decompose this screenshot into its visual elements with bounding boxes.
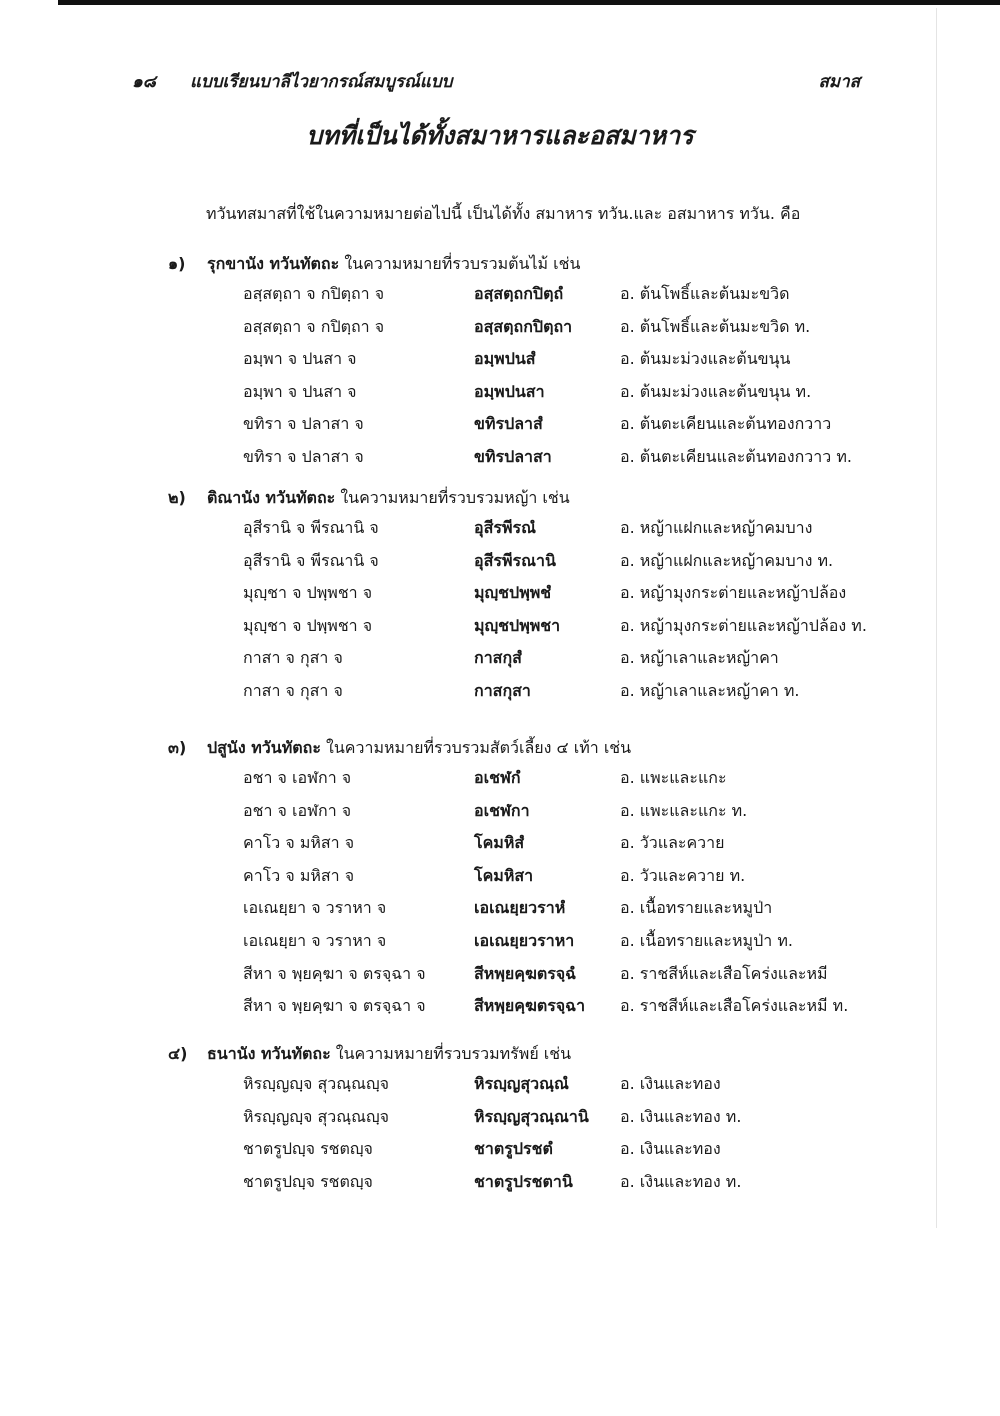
example-list <box>0 516 1000 712</box>
source-words: อุสีรานิ จ พีรณานิ จ <box>243 550 379 570</box>
page-number: ๑๘ <box>132 72 156 92</box>
meaning-text: อ. ต้นตะเคียนและต้นทองกวาว <box>620 414 832 434</box>
source-words: หิรญฺญญฺจ สุวณฺณญฺจ <box>243 1074 389 1093</box>
compound-word: ขทิรปลาสา <box>474 446 552 466</box>
example-row <box>0 380 1000 413</box>
section-description: ในความหมายที่รวบรวมหญ้า เช่น <box>340 488 570 507</box>
page-title: บทที่เป็นได้ทั้งสมาหารและอสมาหาร <box>306 121 694 150</box>
meaning-text: อ. วัวและควาย <box>620 833 725 853</box>
source-words: ขทิรา จ ปลาสา จ <box>243 446 364 466</box>
example-row <box>0 445 1000 478</box>
example-list <box>0 282 1000 478</box>
compound-word: ชาตรูปรชตํ <box>474 1139 553 1159</box>
section-description: ในความหมายที่รวบรวมต้นไม้ เช่น <box>344 254 581 273</box>
example-row <box>0 412 1000 445</box>
section-heading-text <box>207 736 631 761</box>
example-row <box>0 646 1000 679</box>
top-border-rule <box>58 0 1000 5</box>
source-words: หิรญฺญญฺจ สุวณฺณญฺจ <box>243 1106 389 1126</box>
meaning-text: อ. แพะและแกะ <box>620 768 727 787</box>
compound-word: โคมหิสํ <box>474 833 525 853</box>
meaning-text: อ. ราชสีห์และเสือโคร่งและหมี <box>620 963 828 983</box>
meaning-text: อ. ราชสีห์และเสือโคร่งและหมี ท. <box>620 996 849 1016</box>
compound-word: ขทิรปลาสํ <box>474 414 543 434</box>
compound-word: อมฺพปนสํ <box>474 349 536 369</box>
source-words: อมฺพา จ ปนสา จ <box>243 349 357 369</box>
example-row <box>0 831 1000 864</box>
source-words: กาสา จ กุสา จ <box>243 680 343 700</box>
example-row <box>0 549 1000 582</box>
compound-word: หิรญฺญสุวณฺณานิ <box>474 1106 589 1126</box>
section-name: ปสูนัง ทวันทัตถะ <box>207 738 321 757</box>
section-description: ในความหมายที่รวบรวมสัตว์เลี้ยง ๔ เท้า เช่น <box>326 738 632 757</box>
source-words: กาสา จ กุสา จ <box>243 648 343 668</box>
compound-word: อุสีรพีรณํ <box>474 518 536 537</box>
section-description: ในความหมายที่รวบรวมทรัพย์ เช่น <box>335 1044 572 1063</box>
example-row <box>0 679 1000 712</box>
meaning-text: อ. หญ้าเลาและหญ้าคา ท. <box>620 680 800 700</box>
meaning-text: อ. เนื้อทรายและหมูป่า ท. <box>620 930 793 950</box>
compound-word: เอเณยฺยวราหา <box>474 930 575 950</box>
section-number: ๑) <box>168 254 186 273</box>
section-title: สมาส <box>818 72 860 92</box>
source-words: คาโว จ มหิสา จ <box>243 865 355 885</box>
meaning-text: อ. ต้นตะเคียนและต้นทองกวาว ท. <box>620 446 852 466</box>
source-words: มุญฺชา จ ปพฺพชา จ <box>243 615 373 635</box>
source-words: อชา จ เอฬกา จ <box>243 768 352 787</box>
example-row <box>0 581 1000 614</box>
source-words: ชาตรูปญฺจ รชตญฺจ <box>243 1139 373 1159</box>
section-heading-text <box>207 486 570 511</box>
source-words: สีหา จ พฺยคฺฆา จ ตรจฺฉา จ <box>243 996 426 1016</box>
example-row <box>0 614 1000 647</box>
example-row <box>0 994 1000 1027</box>
meaning-text: อ. หญ้าแฝกและหญ้าคมบาง <box>620 518 813 537</box>
compound-word: โคมหิสา <box>474 865 534 885</box>
source-words: อมฺพา จ ปนสา จ <box>243 381 357 401</box>
meaning-text: อ. เงินและทอง ท. <box>620 1171 742 1191</box>
compound-word: กาสกุสํ <box>474 648 522 668</box>
example-row <box>0 1170 1000 1203</box>
source-words: คาโว จ มหิสา จ <box>243 833 355 853</box>
book-title: แบบเรียนบาลีไวยากรณ์สมบูรณ์แบบ <box>190 72 453 92</box>
compound-word: กาสกุสา <box>474 680 531 700</box>
compound-word: ชาตรูปรชตานิ <box>474 1171 573 1191</box>
source-words: อสฺสตฺถา จ กปิตฺถา จ <box>243 316 385 336</box>
meaning-text: อ. เงินและทอง <box>620 1074 721 1093</box>
section-number: ๓) <box>168 738 187 757</box>
compound-word: อุสีรพีรณานิ <box>474 550 556 570</box>
example-list <box>0 766 1000 1027</box>
source-words: เอเณยฺยา จ วราหา จ <box>243 930 387 950</box>
example-row <box>0 1105 1000 1138</box>
page-header <box>132 64 860 94</box>
example-row <box>0 962 1000 995</box>
meaning-text: อ. เงินและทอง ท. <box>620 1106 742 1126</box>
example-row <box>0 1072 1000 1105</box>
example-row <box>0 516 1000 549</box>
meaning-text: อ. หญ้ามุงกระต่ายและหญ้าปล้อง <box>620 583 847 603</box>
example-row <box>0 929 1000 962</box>
compound-word: อเชฬกา <box>474 800 530 820</box>
example-row <box>0 766 1000 799</box>
section-number: ๒) <box>168 488 186 507</box>
example-row <box>0 799 1000 832</box>
intro-paragraph: ทวันทสมาสที่ใช้ในความหมายต่อไปนี้ เป็นได้ทั้ง สมาหาร ทวัน.และ อสมาหาร ทวัน. คือ <box>206 204 801 223</box>
compound-word: อมฺพปนสา <box>474 381 545 401</box>
meaning-text: อ. หญ้าแฝกและหญ้าคมบาง ท. <box>620 550 834 570</box>
meaning-text: อ. เนื้อทรายและหมูป่า <box>620 898 773 918</box>
compound-word: มุญฺชปพฺพชา <box>474 615 561 635</box>
section-heading-text <box>207 1042 571 1067</box>
meaning-text: อ. หญ้าเลาและหญ้าคา <box>620 648 779 668</box>
meaning-text: อ. ต้นมะม่วงและต้นขนุน ท. <box>620 381 812 401</box>
example-row <box>0 347 1000 380</box>
source-words: อสฺสตฺถา จ กปิตฺถา จ <box>243 284 385 303</box>
compound-word: มุญฺชปพฺพชํ <box>474 583 552 603</box>
source-words: อุสีรานิ จ พีรณานิ จ <box>243 518 379 537</box>
example-row <box>0 282 1000 315</box>
meaning-text: อ. ต้นโพธิ์และต้นมะขวิด ท. <box>620 316 811 336</box>
example-list <box>0 1072 1000 1202</box>
source-words: ชาตรูปญฺจ รชตญฺจ <box>243 1171 373 1191</box>
meaning-text: อ. วัวและควาย ท. <box>620 865 746 885</box>
meaning-text: อ. ต้นโพธิ์และต้นมะขวิด <box>620 284 790 303</box>
example-row <box>0 896 1000 929</box>
meaning-text: อ. เงินและทอง <box>620 1139 721 1159</box>
example-row <box>0 315 1000 348</box>
section-number: ๔) <box>168 1044 188 1063</box>
example-row <box>0 864 1000 897</box>
compound-word: อสฺสตฺถกปิตฺถํ <box>474 284 564 303</box>
source-words: อชา จ เอฬกา จ <box>243 800 352 820</box>
compound-word: เอเณยฺยวราหํ <box>474 898 566 918</box>
meaning-text: อ. แพะและแกะ ท. <box>620 800 748 820</box>
meaning-text: อ. หญ้ามุงกระต่ายและหญ้าปล้อง ท. <box>620 615 867 635</box>
source-words: มุญฺชา จ ปพฺพชา จ <box>243 583 373 603</box>
section-name: ธนานัง ทวันทัตถะ <box>207 1044 331 1063</box>
section-name: ติณานัง ทวันทัตถะ <box>207 488 336 507</box>
meaning-text: อ. ต้นมะม่วงและต้นขนุน <box>620 349 791 369</box>
source-words: ขทิรา จ ปลาสา จ <box>243 414 364 434</box>
compound-word: หิรญฺญสุวณฺณํ <box>474 1074 569 1093</box>
section-name: รุกขานัง ทวันทัตถะ <box>207 254 340 273</box>
compound-word: สีหพฺยคฺฆตรจฺฉา <box>474 996 586 1016</box>
source-words: เอเณยฺยา จ วราหา จ <box>243 898 387 918</box>
source-words: สีหา จ พฺยคฺฆา จ ตรจฺฉา จ <box>243 963 426 983</box>
example-row <box>0 1137 1000 1170</box>
compound-word: สีหพฺยคฺฆตรจฺฉํ <box>474 963 577 983</box>
section-heading-text <box>207 252 580 277</box>
compound-word: อเชฬกํ <box>474 768 521 787</box>
compound-word: อสฺสตฺถกปิตฺถา <box>474 316 573 336</box>
